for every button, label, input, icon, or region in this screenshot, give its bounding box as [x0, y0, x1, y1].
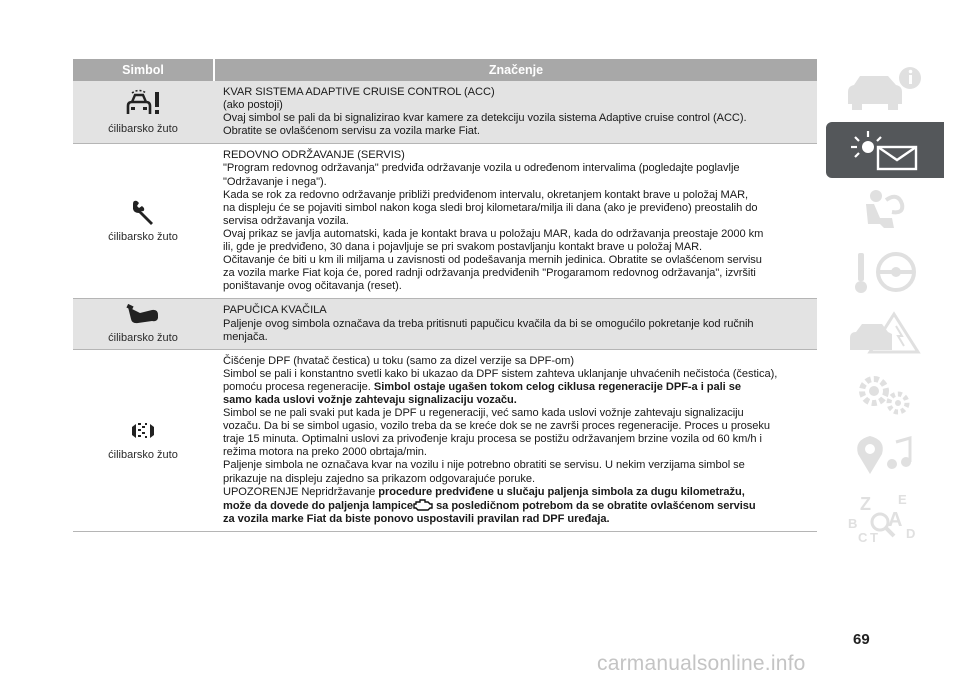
text-line: Obratite se ovlašćenom servisu za vozila marke Fiat. [223, 125, 480, 138]
table-row [73, 144, 817, 299]
alphabetical-index-icon [840, 488, 930, 544]
symbol-color: ćilibarsko žuto [108, 332, 178, 345]
text-line: servisa održavanja vozila. [223, 214, 349, 227]
warning-line [223, 513, 813, 526]
text-bold: samo kada uslovi vožnje zahtevaju signalizaciju vozaču. [223, 393, 517, 406]
text-normal: pomoću procesa regeneracije. [223, 380, 374, 393]
page-number: 69 [853, 631, 870, 648]
text-bold: procedure predviđene u slučaju paljenja simbola za dugu kilometražu, [378, 485, 745, 498]
row-title: KVAR SISTEMA ADAPTIVE CRUISE CONTROL (ACC) [223, 86, 495, 98]
row-title: Čišćenje DPF (hvatač čestica) u toku (samo za dizel verzije sa DPF-om) [223, 354, 574, 367]
navigation-media-icon [840, 430, 930, 480]
index-letter: T [870, 530, 878, 544]
text-line: menjača. [223, 330, 268, 343]
text-line: Ovaj prikaz se javlja automatski, kada je kontakt brava u položaju MAR, kada do održavanja preostaje 2000 km [223, 227, 764, 240]
text-line: ili, gde je predviđeno, 30 dana i pojavljuje se pri svakom postavljanju kontakt brave u položaj MAR. [223, 241, 703, 254]
symbol-cell [73, 350, 213, 531]
gears-service-icon [840, 369, 930, 419]
description-cell [213, 299, 817, 348]
text-line [223, 381, 813, 394]
index-letter: A [888, 509, 903, 531]
text-bold: sa posledičnom potrebom da se obratite ovlašćenom servisu [433, 499, 756, 512]
chapter-sidebar [826, 61, 944, 549]
symbol-cell [73, 299, 213, 348]
text-line: "Održavanje i nega"). [223, 175, 327, 188]
text-line: Simbol se ne pali svaki put kada je DPF u regeneraciji, već samo kada uslovi vožnje zahtevaju signalizaciju [223, 407, 744, 420]
text-line: traje 15 minuta. Optimalni uslovi za privođenje kraju procesa se postižu održavanjem brzine vozila od 60 km/h i [223, 433, 762, 446]
table-row [73, 81, 817, 144]
text-line: Paljenje ovog simbola označava da treba pritisnuti papučicu kvačila da bi se omogućilo pokretanje kod ručnih [223, 317, 754, 330]
warning-light-message-icon [840, 125, 930, 175]
table-row [73, 350, 817, 532]
tab-maintenance[interactable] [826, 366, 944, 422]
symbol-cell [73, 144, 213, 298]
clutch-pedal-icon [126, 304, 160, 326]
description-cell [213, 81, 817, 143]
tab-safety[interactable] [826, 183, 944, 239]
text-line [223, 394, 813, 407]
warning-line [223, 486, 813, 499]
description-cell [213, 350, 817, 531]
tab-multimedia[interactable] [826, 427, 944, 483]
index-letter: E [898, 492, 907, 507]
row-title: REDOVNO ODRŽAVANJE (SERVIS) [223, 149, 405, 162]
tab-starting-driving[interactable] [826, 244, 944, 300]
tab-emergency[interactable] [826, 305, 944, 361]
text-line: "Program redovnog održavanja" predviđa održavanje vozila u određenom intervalima (pogledajte poglavlje [223, 162, 740, 175]
symbol-color: ćilibarsko žuto [108, 231, 178, 244]
engine-warning-icon [413, 499, 433, 511]
text-line: prikazuje na displeju zajedno sa prikazom odgovarajuće poruke. [223, 472, 536, 485]
index-letter: D [906, 526, 916, 541]
car-accident-icon [840, 308, 930, 358]
header-meaning: Značenje [213, 59, 817, 81]
row-title: PAPUČICA KVAČILA [223, 304, 327, 317]
text-line: na displeju će se pojaviti simbol nakon koga sledi broj kilometara/milja ili dana (ako je previđeno) preostalih do [223, 201, 758, 214]
seat-airbag-icon [840, 186, 930, 236]
text-line: za vozila marke Fiat koja će, pored radnji održavanja predviđenih "Progaramom redovnog održavanja", izvršiti [223, 267, 756, 280]
text-bold: Simbol ostaje ugašen tokom celog ciklusa regeneracije DPF-a i pali se [373, 380, 741, 393]
text-line: vozaču. Da bi se simbol ugasio, vozilo treba da se kreće dok se ne završi proces regeneracije. Proces u proseku [223, 420, 770, 433]
index-letter: C [858, 530, 868, 544]
table-header [73, 59, 817, 81]
description-cell [213, 144, 817, 298]
text-bold: za vozila marke Fiat da biste ponovo uspostavili pravilan rad DPF uređaja. [223, 512, 610, 525]
watermark: carmanualsonline.info [597, 652, 806, 675]
tab-vehicle-info[interactable] [826, 61, 944, 117]
warning-lights-table [73, 59, 817, 532]
car-info-icon [840, 64, 930, 114]
text-line: režima motora na preko 2000 obrtaja/min. [223, 446, 427, 459]
warning-label: UPOZORENJE Nepridržavanje [223, 485, 379, 498]
key-steering-wheel-icon [840, 247, 930, 297]
text-line: Ovaj simbol se pali da bi signalizirao kvar kamere za detekciju vozila sistema Adaptive cruise control (ACC). [223, 112, 747, 125]
symbol-color: ćilibarsko žuto [108, 123, 178, 136]
index-letter: B [848, 516, 858, 531]
header-symbol: Simbol [122, 63, 164, 77]
text-line: Kada se rok za redovno održavanje približi predviđenom intervalu, okretanjem kontakt brave u položaj MAR, [223, 188, 749, 201]
text-line: (ako postoji) [223, 99, 283, 112]
warning-line [223, 499, 813, 513]
index-letter: Z [860, 494, 871, 514]
text-line: Paljenje simbola ne označava kvar na vozilu i nije potrebno obratiti se servisu. U nekim verzijama simbol se [223, 459, 745, 472]
text-line: Očitavanje će biti u km ili miljama u zavisnosti od podešavanja mernih jedinica. Obratite se ovlašćenom servisu [223, 254, 762, 267]
wrench-icon [130, 199, 156, 225]
symbol-cell [73, 81, 213, 143]
symbol-color: ćilibarsko žuto [108, 449, 178, 462]
tab-index[interactable] [826, 488, 944, 544]
text-line: poništavanje ovog očitavanja (reset). [223, 280, 402, 293]
text-line: Simbol se pali i konstantno svetli kako bi ukazao da DPF sistem zahteva uklanjanje uhvaćenih nečistoća (čestica), [223, 367, 778, 380]
dpf-filter-icon [130, 419, 156, 443]
text-bold: može da dovede do paljenja lampice [223, 499, 414, 512]
acc-fault-icon [124, 89, 162, 117]
tab-warning-lights[interactable] [826, 122, 944, 178]
table-row [73, 299, 817, 349]
